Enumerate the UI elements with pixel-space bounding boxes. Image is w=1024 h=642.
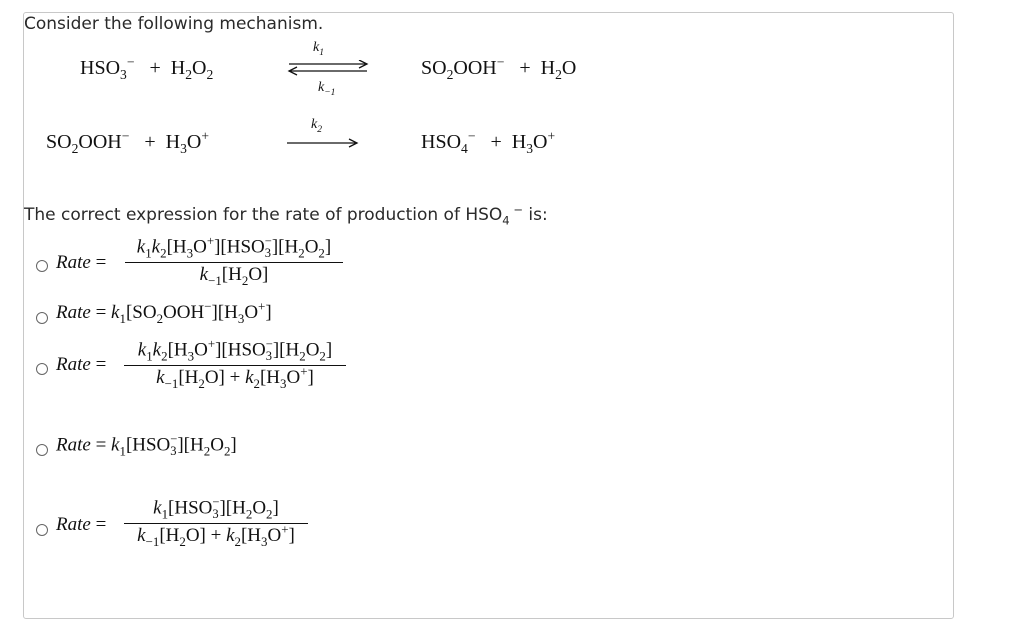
option-c-fraction: [124, 336, 346, 391]
forward-arrow-icon: [287, 138, 359, 148]
option-a-radio[interactable]: [36, 260, 48, 272]
reaction1-k-reverse: $k_{-1}$: [318, 80, 336, 98]
question-prompt: [24, 14, 323, 34]
option-d-radio[interactable]: [36, 444, 48, 456]
option-c-label: Rate =: [56, 354, 107, 375]
option-a-numerator: $k_1k_2[H_3O^+][HSO$ − 3 ]$[H_2O_2]$: [136, 233, 332, 261]
option-b-radio[interactable]: [36, 312, 48, 324]
reaction2-products: $HSO_4^- + H_3O^+$: [421, 128, 556, 156]
reaction2-reactants: $SO_2OOH^- + H_3O^+$: [46, 128, 210, 156]
option-d-expression: Rate = $k_1[HSO$ − 3 ]$[H_2O_2]$: [56, 432, 237, 459]
reaction1-products: $SO_2OOH^- + H_2O$: [421, 54, 577, 82]
option-e-denominator: $k_{-1}[H_2O] + k_2[H_3O^+]$: [137, 521, 295, 549]
reaction2-k-forward: $k_2$: [311, 117, 322, 135]
option-a-fraction: [125, 233, 343, 288]
option-a-denominator: $k_{-1}[H_2O]$: [199, 263, 269, 288]
option-c-numerator: $k_1k_2[H_3O^+][HSO$ − 3 ]$[H_2O_2]$: [137, 336, 333, 364]
option-c-denominator: $k_{-1}[H_2O] + k_2[H_3O^+]$: [156, 363, 314, 391]
option-e-numerator: $k_1[HSO$ − 3 ]$[H_2O_2]$: [153, 495, 279, 522]
question-prompt-text: Consider the following mechanism.: [24, 14, 324, 34]
option-b-expression: Rate = $k_1[SO_2OOH^-][H_3O^+]$: [56, 298, 272, 326]
option-a-label: Rate =: [56, 252, 107, 273]
option-e-radio[interactable]: [36, 524, 48, 536]
equilibrium-arrow-icon: [287, 60, 369, 76]
question-text: The correct expression for the rate of production of $HSO_4$ − is:: [24, 202, 548, 228]
option-e-fraction: [124, 497, 308, 547]
option-e-label: Rate =: [56, 514, 107, 535]
option-c-radio[interactable]: [36, 363, 48, 375]
reaction1-k-forward: $k_1$: [313, 40, 324, 58]
reaction1-reactants: $HSO_3^- + H_2O_2$: [80, 54, 214, 82]
